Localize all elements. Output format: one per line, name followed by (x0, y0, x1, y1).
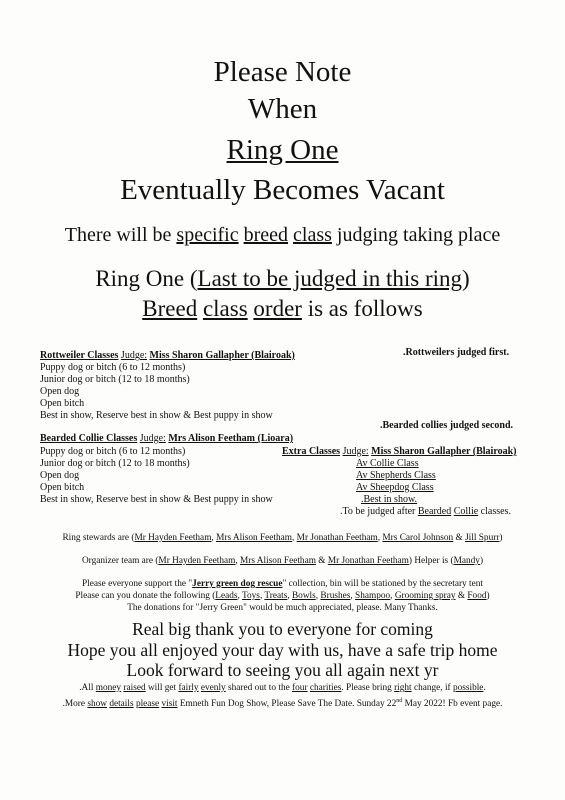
footer-word: money (95, 683, 122, 693)
title-when: When (247, 93, 318, 125)
footer-word: right (394, 683, 412, 693)
support-line-3: The donations for "Jerry Green" would be much appreciated, please. Many Thanks. (127, 603, 438, 613)
footer-word: possible (452, 683, 484, 693)
list-item: Open dog (40, 470, 80, 481)
bearded-heading (40, 433, 293, 445)
intro-class: class (293, 224, 332, 246)
extra-judge-name: Miss Sharon Gallapher (Blairoak) (371, 446, 517, 457)
footer-word: show (87, 699, 107, 710)
extra-footer-collie: Collie (453, 506, 479, 517)
rottweiler-classes-title: Rottweiler Classes (40, 350, 119, 361)
title-vacant: Eventually Becomes Vacant (120, 174, 445, 206)
rottweiler-judge-name: Miss Sharon Gallapher (Blairoak) (149, 350, 295, 361)
list-item: Open bitch (40, 482, 85, 493)
stewards-line (0, 533, 565, 544)
extra-footer (340, 506, 511, 518)
order-heading (0, 296, 565, 322)
footer-word: please (135, 699, 160, 710)
footer-text: . Please bring (341, 683, 392, 693)
footer-text: will get (147, 683, 177, 693)
footer-word: four (292, 683, 308, 693)
intro-breed: breed (243, 224, 289, 246)
separator: , (211, 533, 217, 543)
date-suffix: nd (396, 698, 403, 704)
order-order: order (253, 296, 302, 321)
list-item: Junior dog or bitch (12 to 18 months) (40, 458, 190, 469)
separator: , (377, 533, 383, 543)
ring-heading (0, 266, 565, 292)
support-pre: Please everyone support the " (82, 579, 193, 589)
donation-item: Shampoo (355, 591, 391, 601)
list-item: Junior dog or bitch (12 to 18 months) (40, 374, 190, 385)
footer-word: visit (161, 699, 178, 710)
list-item: Puppy dog or bitch (6 to 12 months) (40, 446, 186, 457)
extra-footer-post: classes. (480, 506, 511, 517)
footer-text: May 2022! Fb event page. (404, 699, 503, 710)
support-line-1 (0, 579, 565, 590)
title-ring-one: Ring One (226, 134, 339, 166)
list-item: Av Shepherds Class (356, 470, 436, 481)
extra-class-list (356, 458, 436, 506)
extra-classes-title: Extra Classes (282, 446, 341, 457)
separator: , (235, 556, 241, 566)
order-breed: Breed (142, 296, 198, 321)
footer-text: .All (79, 683, 94, 693)
thanks-line-1: Real big thank you to everyone for coming (132, 619, 433, 639)
helper-name: Mandy (453, 556, 480, 566)
list-item: Open bitch (40, 398, 85, 409)
footer-line-2 (0, 696, 565, 710)
bearded-classes-title: Bearded Collie Classes (40, 433, 138, 444)
steward-name: Mr Jonathan Feetham (296, 533, 378, 543)
footer-word: charities (309, 683, 342, 693)
organizers-helper-label: ) Helper is ( (408, 556, 454, 566)
separator: & (453, 533, 466, 543)
list-item: Av Collie Class (356, 458, 419, 469)
bearded-judge-name: Mrs Alison Feetham (Lioara) (168, 433, 294, 444)
rottweiler-judge-label: Judge: (120, 350, 148, 361)
extra-footer-pre: .To be judged after (340, 506, 416, 517)
bearded-class-list (40, 446, 273, 506)
ring-suffix: ) (462, 266, 470, 291)
footer-word: details (109, 699, 134, 710)
ring-prefix: Ring One ( (95, 266, 198, 291)
stewards-pre: Ring stewards are ( (62, 533, 135, 543)
steward-name: Mr Hayden Feetham (134, 533, 212, 543)
organizers-post: ) (479, 556, 484, 566)
thanks-line-3: Look forward to seeing you all again next yr (126, 660, 439, 680)
donation-item: Leads (215, 591, 238, 601)
support-post: " collection, bin will be stationed by the secretary tent (282, 579, 483, 589)
footer-word: raised (123, 683, 146, 693)
intro-specific: specific (176, 224, 239, 246)
ring-last: Last to be judged in this ring (197, 266, 462, 291)
rottweiler-class-list (40, 362, 273, 422)
donation-item: Bowls (291, 591, 316, 601)
footer-text: Emneth Fun Dog Show, Please Save The Date. Sunday 22 (179, 699, 397, 710)
list-item: Puppy dog or bitch (6 to 12 months) (40, 362, 186, 373)
list-item: Best in show, Reserve best in show & Best puppy in show (40, 494, 273, 505)
support-line-2: Please can you donate the following (Leads, Toys, Treats, Bowls, Brushes, Shampoo, Grooming spray & Food) (75, 591, 490, 601)
list-item: .Best in show. (361, 494, 418, 505)
steward-name: Jill Spurr (465, 533, 500, 543)
organizer-name: Mrs Alison Feetham (240, 556, 316, 566)
extra-footer-bearded: Bearded (417, 506, 452, 517)
order-class: class (202, 296, 248, 321)
donation-item: Food (467, 591, 487, 601)
stewards-post: ) (499, 533, 503, 543)
rottweiler-heading (40, 350, 295, 362)
donate-post: ) (486, 591, 490, 601)
charity-name: Jerry green dog rescue (192, 579, 283, 589)
steward-name: Mrs Carol Johnson (382, 533, 454, 543)
donation-item: Toys (241, 591, 260, 601)
footer-text: . (483, 683, 486, 693)
footer-text: .More (62, 699, 86, 710)
bearded-judge-label: Judge: (139, 433, 166, 444)
title-please-note: Please Note (213, 56, 352, 88)
list-item: Av Sheepdog Class (356, 482, 434, 493)
donation-item: Grooming spray (394, 591, 456, 601)
footer-word: evenly (200, 683, 226, 693)
intro-text: There will be (64, 224, 172, 246)
separator: & (315, 556, 328, 566)
footer-line-1 (0, 683, 565, 694)
organizers-pre: Organizer team are ( (81, 556, 159, 566)
bearded-note: .Bearded collies judged second. (380, 420, 514, 431)
donate-pre: Please can you donate the following ( (75, 591, 216, 601)
footer-word: fairly (178, 683, 199, 693)
footer-text: change, if (413, 683, 451, 693)
footer-text: shared out to the (228, 683, 290, 693)
steward-name: Mrs Alison Feetham (216, 533, 293, 543)
extra-judge-label: Judge: (342, 446, 369, 457)
donation-item: Treats (264, 591, 288, 601)
thanks-line-2: Hope you all enjoyed your day with us, have a safe trip home (67, 640, 498, 660)
intro-rest: judging taking place (336, 224, 501, 246)
separator: , (292, 533, 297, 543)
organizer-name: Mr Hayden Feetham (158, 556, 236, 566)
list-item: Open dog (40, 386, 80, 397)
organizers-line (0, 556, 565, 567)
rottweiler-note: .Rottweilers judged first. (403, 347, 510, 358)
organizer-name: Mr Jonathan Feetham (327, 556, 409, 566)
extra-heading (282, 446, 516, 458)
list-item: Best in show, Reserve best in show & Best puppy in show (40, 410, 273, 421)
donation-item: Brushes (320, 591, 351, 601)
intro-line (0, 224, 565, 246)
order-rest: is as follows (307, 296, 423, 321)
